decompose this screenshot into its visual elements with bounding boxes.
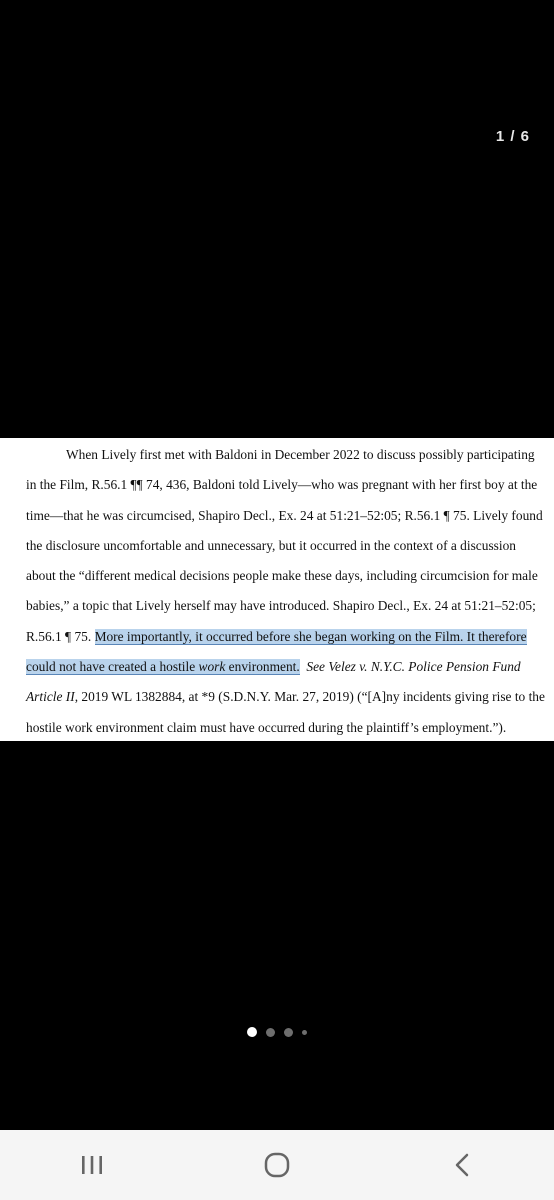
italic-text: work [198, 659, 226, 675]
page-dot [284, 1028, 293, 1037]
back-icon [453, 1153, 471, 1177]
case-citation: Article II [26, 689, 75, 705]
highlighted-text: More importantly, it occurred before she began working on the Film. It therefore [94, 628, 527, 644]
page-dot [266, 1028, 275, 1037]
doc-line [26, 682, 545, 712]
doc-line: babies,” a topic that Lively herself may have introduced. Shapiro Decl., Ex. 24 at 51:21–52:05; [26, 598, 536, 614]
doc-line: about the “different medical decisions people make these days, including circumcision for male [26, 568, 538, 584]
doc-line: When Lively first met with Baldoni in December 2022 to discuss possibly participating [66, 447, 535, 462]
page-dot [302, 1030, 307, 1035]
case-citation: See Velez v. N.Y.C. Police Pension Fund [306, 659, 521, 675]
doc-line: hostile work environment claim must have occurred during the plaintiff’s employment.”). [26, 719, 507, 735]
recent-apps-icon [81, 1155, 103, 1175]
doc-line: time—that he was circumcised, Shapiro Decl., Ex. 24 at 51:21–52:05; R.56.1 ¶ 75. Lively found [26, 507, 543, 523]
page-dot-active [247, 1027, 257, 1037]
page-counter: 1 / 6 [495, 128, 530, 145]
doc-text: environment. [225, 659, 300, 675]
doc-line [26, 652, 530, 682]
doc-text: could not have created a hostile [26, 659, 199, 675]
highlighted-text [26, 659, 300, 675]
home-icon [264, 1152, 290, 1178]
system-navigation-bar [0, 1130, 554, 1200]
doc-line [26, 622, 530, 652]
home-button[interactable] [232, 1140, 322, 1190]
doc-line: the disclosure uncomfortable and unnecessary, but it occurred in the context of a discussion [26, 537, 516, 553]
doc-line: in the Film, R.56.1 ¶¶ 74, 436, Baldoni told Lively—who was pregnant with her first boy at the [26, 477, 538, 493]
document-screenshot[interactable] [0, 438, 554, 741]
doc-text: , 2019 WL 1382884, at *9 (S.D.N.Y. Mar. 27, 2019) (“[A]ny incidents giving rise to the [74, 689, 545, 705]
recent-apps-button[interactable] [47, 1140, 137, 1190]
doc-text: R.56.1 ¶ 75. [26, 628, 95, 644]
back-button[interactable] [417, 1140, 507, 1190]
page-dots [0, 1027, 554, 1037]
